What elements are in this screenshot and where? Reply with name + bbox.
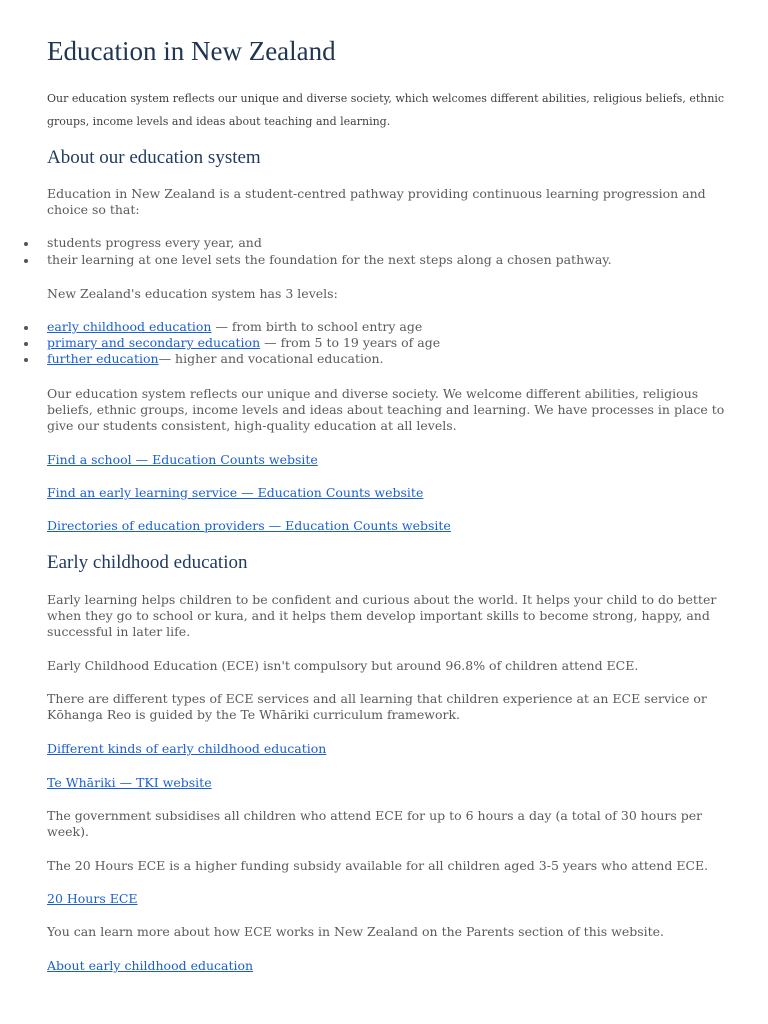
ece-p6: You can learn more about how ECE works in New Zealand on the Parents section of this website. (47, 924, 665, 939)
level-item-further (47, 351, 384, 367)
level-description: — higher and vocational education. (158, 351, 384, 366)
ece-p3-line-1: There are different types of ECE services and all learning that children experience at an ECE service or (47, 691, 707, 706)
bullet-item: students progress every year, and (47, 235, 262, 250)
intro-line-1: Our education system reflects our unique and diverse society, which welcomes different abilities, religious beliefs, ethnic (47, 92, 725, 105)
directories-of-providers-link[interactable]: Directories of education providers — Education Counts website (47, 518, 451, 533)
level-item-primary-secondary (47, 335, 440, 351)
level-item-ece (47, 319, 422, 335)
about-p1-line-2: choice so that: (47, 202, 140, 217)
different-kinds-ece-link[interactable]: Different kinds of early childhood education (47, 741, 327, 756)
bullet-item: their learning at one level sets the foundation for the next steps along a chosen pathway. (47, 252, 612, 267)
intro-line-2: groups, income levels and ideas about teaching and learning. (47, 115, 391, 128)
about-p2-line-2: beliefs, ethnic groups, income levels and ideas about teaching and learning. We have processes in place to (47, 402, 725, 417)
ece-p1-line-2: when they go to school or kura, and it helps them develop important skills to become strong, happy, and (47, 608, 710, 623)
bullet-dot (24, 259, 28, 263)
twenty-hours-ece-link[interactable]: 20 Hours ECE (47, 891, 138, 906)
te-whariki-link[interactable]: Te Whāriki — TKI website (47, 775, 212, 790)
about-ece-link[interactable]: About early childhood education (47, 958, 254, 973)
about-p1-line-1: Education in New Zealand is a student-centred pathway providing continuous learning progression and (47, 186, 706, 201)
ece-p1-line-1: Early learning helps children to be confident and curious about the world. It helps your child to do better (47, 592, 717, 607)
level-description: — from birth to school entry age (211, 319, 423, 334)
ece-p4-line-2: week). (47, 824, 89, 839)
ece-p1-line-3: successful in later life. (47, 624, 191, 639)
find-early-learning-service-link[interactable]: Find an early learning service — Education Counts website (47, 485, 424, 500)
about-p2-line-3: give our students consistent, high-quality education at all levels. (47, 418, 457, 433)
ece-p3-line-2: Kōhanga Reo is guided by the Te Whāriki curriculum framework. (47, 707, 461, 722)
bullet-dot (24, 342, 28, 346)
early-childhood-education-link[interactable]: early childhood education (47, 319, 212, 334)
bullet-dot (24, 358, 28, 362)
primary-secondary-education-link[interactable]: primary and secondary education (47, 335, 261, 350)
ece-p4-line-1: The government subsidises all children who attend ECE for up to 6 hours a day (a total of 30 hours per (47, 808, 703, 823)
find-a-school-link[interactable]: Find a school — Education Counts website (47, 452, 318, 467)
ece-heading: Early childhood education (47, 552, 248, 573)
bullet-dot (24, 242, 28, 246)
level-description: — from 5 to 19 years of age (260, 335, 441, 350)
ece-p2: Early Childhood Education (ECE) isn't compulsory but around 96.8% of children attend ECE. (47, 658, 639, 673)
about-heading: About our education system (47, 147, 261, 168)
about-p2-line-1: Our education system reflects our unique and diverse society. We welcome different abilities, religious (47, 386, 699, 401)
bullet-dot (24, 326, 28, 330)
page-title: Education in New Zealand (47, 36, 336, 66)
levels-intro: New Zealand's education system has 3 levels: (47, 286, 338, 301)
ece-p5: The 20 Hours ECE is a higher funding subsidy available for all children aged 3-5 years who attend ECE. (47, 858, 709, 873)
further-education-link[interactable]: further education (47, 351, 159, 366)
